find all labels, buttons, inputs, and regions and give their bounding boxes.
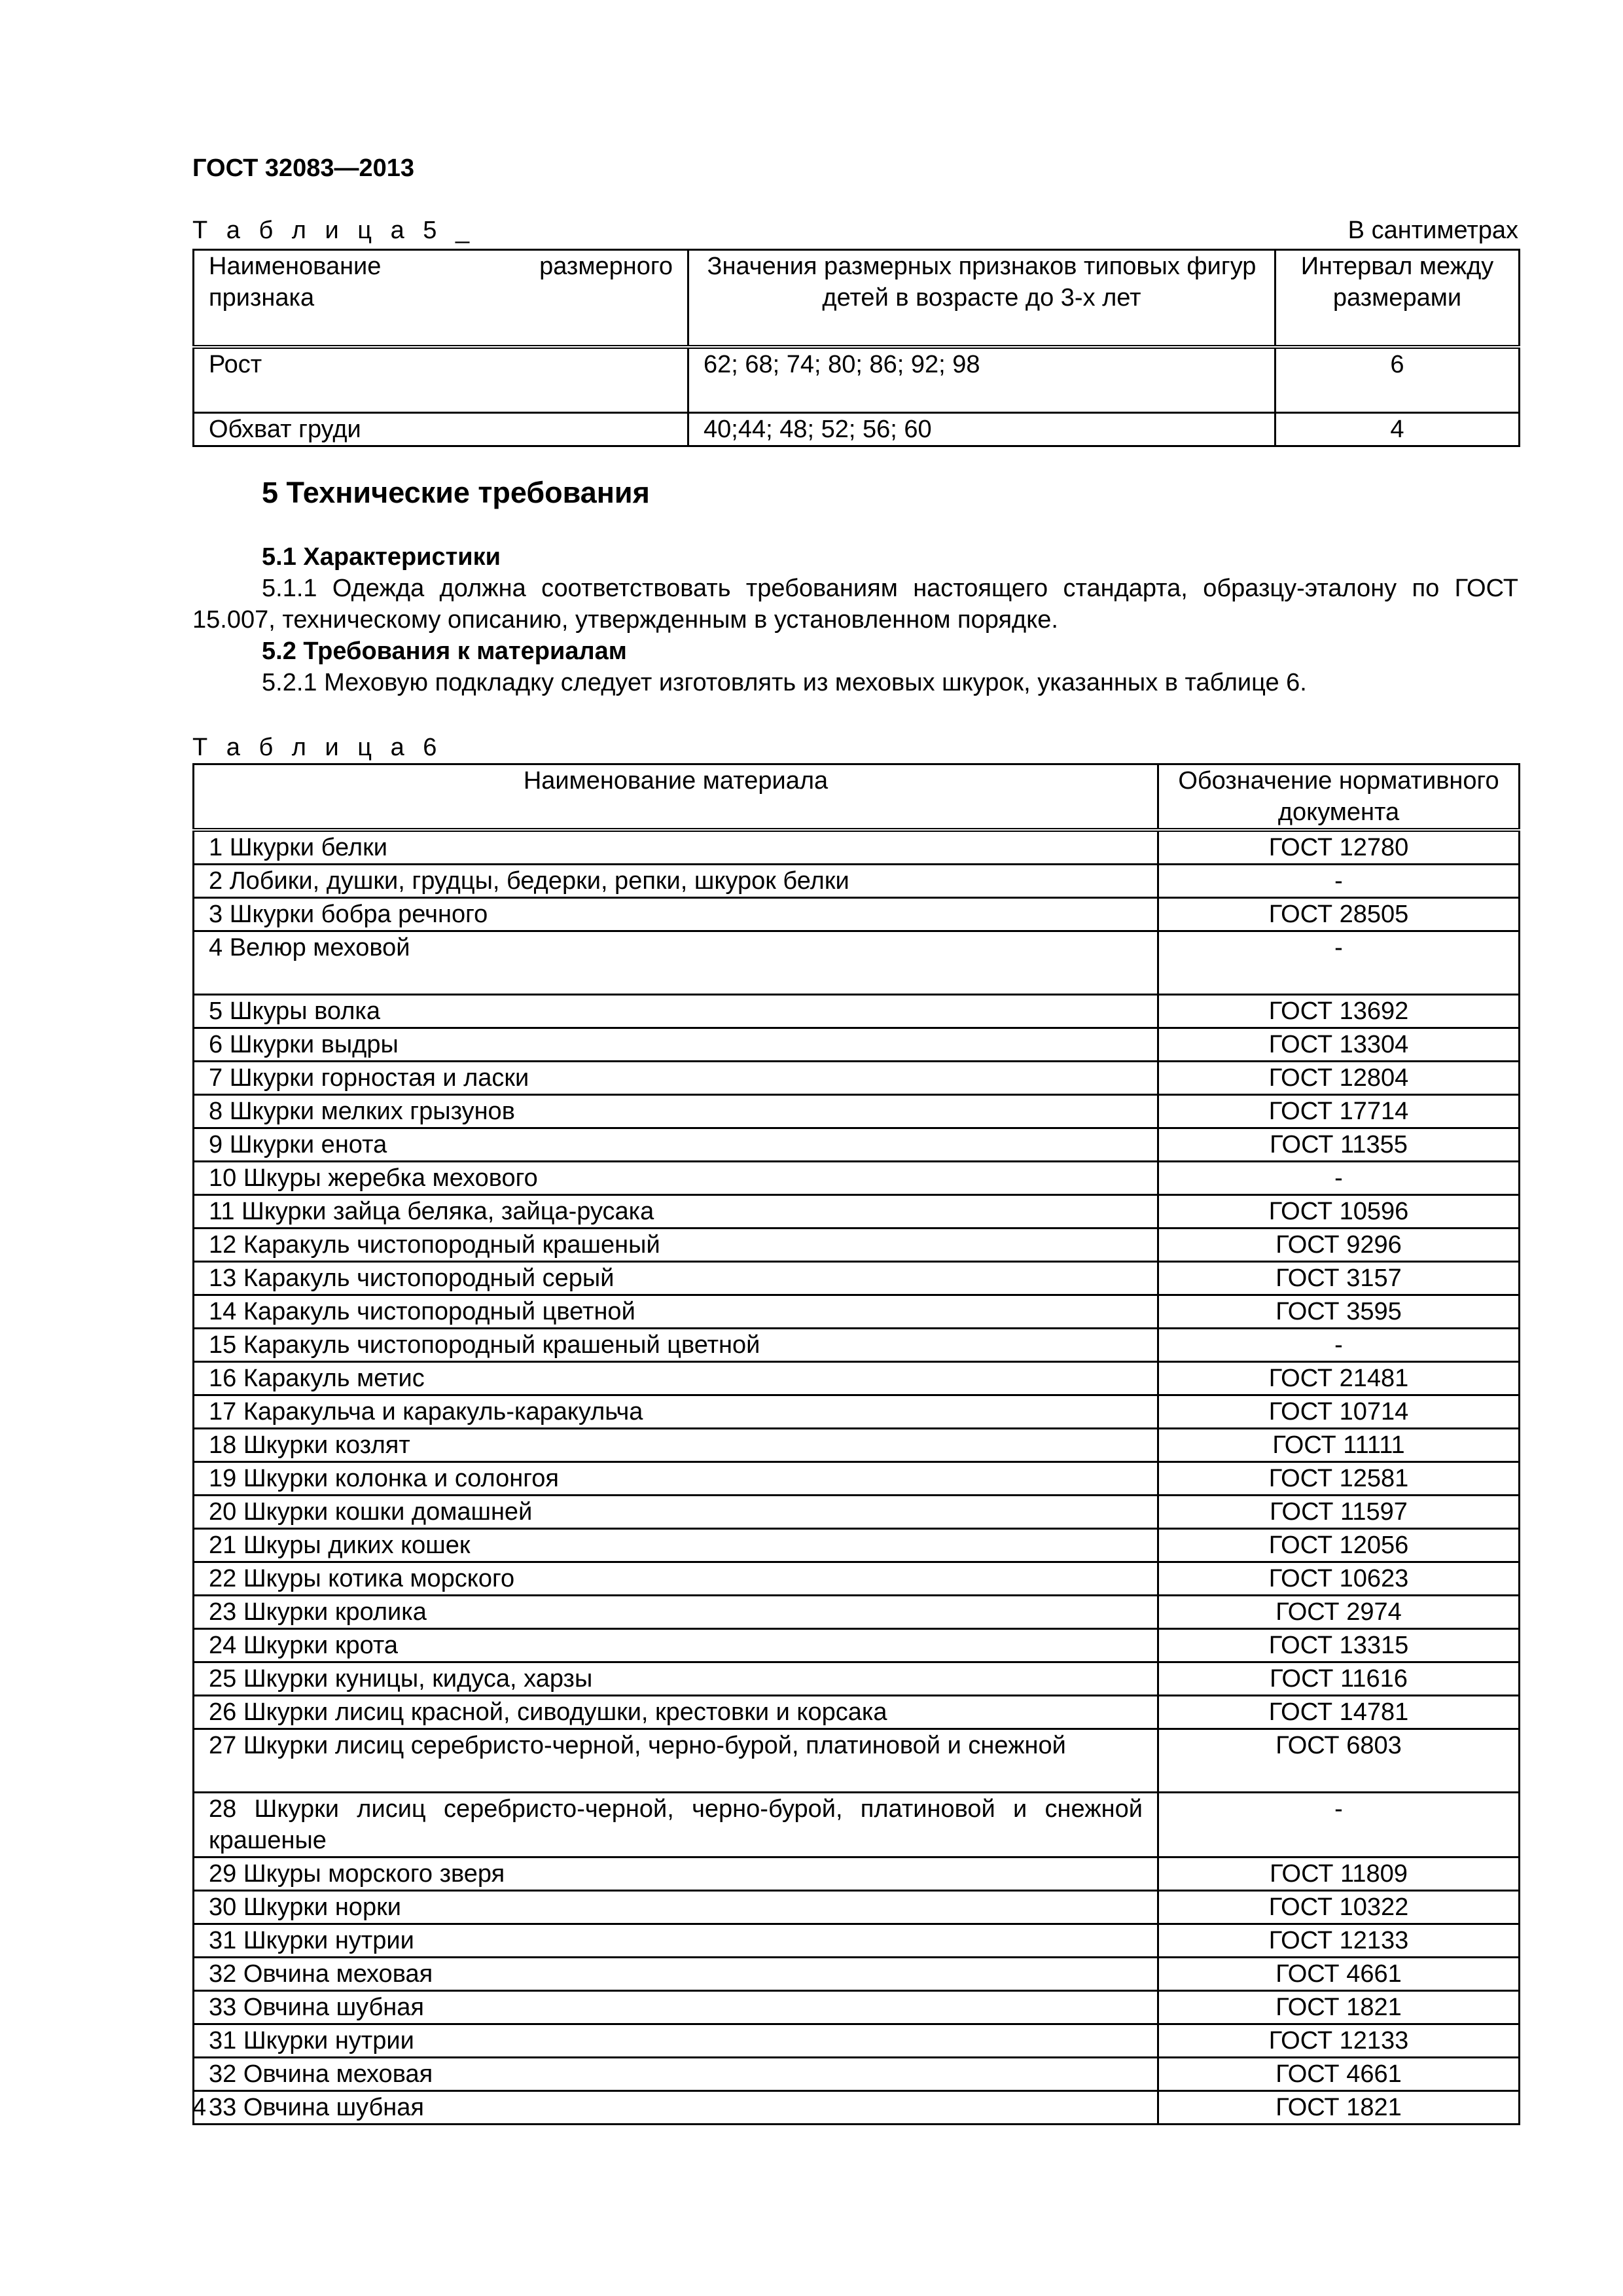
table-row (194, 1095, 1520, 1128)
material-name-cell: 33 Овчина шубная (194, 1991, 1158, 2024)
table-row (194, 1128, 1520, 1162)
material-name-cell: 32 Овчина меховая (194, 1958, 1158, 1991)
document-code-cell: - (1158, 1793, 1520, 1857)
material-name-cell: 9 Шкурки енота (194, 1128, 1158, 1162)
table6-header-material: Наименование материала (194, 764, 1158, 831)
table5-row-interval: 6 (1275, 347, 1520, 413)
material-name-cell: 20 Шкурки кошки домашней (194, 1496, 1158, 1529)
subsection-heading-characteristics: 5.1 Характеристики (262, 543, 501, 571)
document-code-cell: ГОСТ 1821 (1158, 2091, 1520, 2125)
document-code-cell: ГОСТ 9296 (1158, 1229, 1520, 1262)
table-row (194, 1462, 1520, 1496)
table-row (194, 1295, 1520, 1329)
table-row (194, 1596, 1520, 1629)
material-name-cell: 24 Шкурки крота (194, 1629, 1158, 1662)
table6-body (194, 830, 1520, 2125)
document-code-cell: ГОСТ 12581 (1158, 1462, 1520, 1496)
material-name-cell: 1 Шкурки белки (194, 830, 1158, 865)
material-name-cell: 23 Шкурки кролика (194, 1596, 1158, 1629)
document-code-cell: ГОСТ 12780 (1158, 830, 1520, 865)
document-code-cell: ГОСТ 11809 (1158, 1857, 1520, 1891)
table-row (194, 830, 1520, 865)
page-number: 4 (192, 2094, 207, 2121)
material-name-cell: 31 Шкурки нутрии (194, 2024, 1158, 2058)
material-name-cell: 32 Овчина меховая (194, 2058, 1158, 2091)
table-row (194, 898, 1520, 931)
material-name-cell: 15 Каракуль чистопородный крашеный цветной (194, 1329, 1158, 1362)
table-row (194, 1195, 1520, 1229)
table-row (194, 1395, 1520, 1429)
paragraph-5-1-1: 5.1.1 Одежда должна соответствовать требованиям настоящего стандарта, образцу-эталону по ГОСТ 15.007, техническому описанию, утвержденным в установленном порядке. (192, 575, 1518, 634)
document-code-cell: ГОСТ 12056 (1158, 1529, 1520, 1562)
document-code-cell: ГОСТ 13315 (1158, 1629, 1520, 1662)
table5-units: В сантиметрах (1347, 217, 1518, 244)
material-name-cell: 14 Каракуль чистопородный цветной (194, 1295, 1158, 1329)
table5-header-row (194, 250, 1520, 348)
document-code-cell: ГОСТ 11597 (1158, 1496, 1520, 1529)
table5-header-interval: Интервал между размерами (1275, 250, 1520, 348)
material-name-cell: 13 Каракуль чистопородный серый (194, 1262, 1158, 1295)
table-row (194, 347, 1520, 413)
table5-header-name-right: размерного (539, 253, 673, 280)
material-name-cell: 4 Велюр меховой (194, 931, 1158, 995)
document-code-cell: ГОСТ 14781 (1158, 1696, 1520, 1729)
document-code-cell: ГОСТ 11616 (1158, 1662, 1520, 1696)
document-code-cell: - (1158, 865, 1520, 898)
material-name-cell: 26 Шкурки лисиц красной, сиводушки, крестовки и корсака (194, 1696, 1158, 1729)
paragraph-5-2-1: 5.2.1 Меховую подкладку следует изготовлять из меховых шкурок, указанных в таблице 6. (262, 669, 1307, 696)
subsection-heading-materials: 5.2 Требования к материалам (262, 637, 627, 665)
document-code-cell: ГОСТ 2974 (1158, 1596, 1520, 1629)
document-code-cell: ГОСТ 13304 (1158, 1028, 1520, 1062)
material-name-cell: 25 Шкурки куницы, кидуса, харзы (194, 1662, 1158, 1696)
table-row (194, 1629, 1520, 1662)
document-code-cell: - (1158, 1329, 1520, 1362)
document-code-cell: ГОСТ 4661 (1158, 1958, 1520, 1991)
document-code-cell: ГОСТ 10596 (1158, 1195, 1520, 1229)
document-code-cell: ГОСТ 12804 (1158, 1062, 1520, 1095)
document-code-cell: ГОСТ 10322 (1158, 1891, 1520, 1924)
table5-row-values: 62; 68; 74; 80; 86; 92; 98 (688, 347, 1275, 413)
table5-row-name: Рост (194, 347, 688, 413)
table-row (194, 1696, 1520, 1729)
document-code-cell: ГОСТ 6803 (1158, 1729, 1520, 1793)
table-row (194, 2091, 1520, 2125)
table-row (194, 1793, 1520, 1857)
material-name-cell: 18 Шкурки козлят (194, 1429, 1158, 1462)
material-name-cell: 19 Шкурки колонка и солонгоя (194, 1462, 1158, 1496)
table-row (194, 413, 1520, 446)
table-row (194, 1229, 1520, 1262)
table-row (194, 1496, 1520, 1529)
material-name-cell: 16 Каракуль метис (194, 1362, 1158, 1395)
table5-header-values: Значения размерных признаков типовых фигур детей в возрасте до 3-х лет (688, 250, 1275, 348)
table-row (194, 865, 1520, 898)
document-code-cell: ГОСТ 10714 (1158, 1395, 1520, 1429)
material-name-cell: 10 Шкуры жеребка мехового (194, 1162, 1158, 1195)
document-code-cell: ГОСТ 12133 (1158, 2024, 1520, 2058)
table-row (194, 931, 1520, 995)
material-name-cell: 3 Шкурки бобра речного (194, 898, 1158, 931)
material-name-cell: 22 Шкуры котика морского (194, 1562, 1158, 1596)
document-code-cell: ГОСТ 1821 (1158, 1991, 1520, 2024)
table-row (194, 1429, 1520, 1462)
table-row (194, 1262, 1520, 1295)
material-name-cell: 31 Шкурки нутрии (194, 1924, 1158, 1958)
document-code-cell: ГОСТ 17714 (1158, 1095, 1520, 1128)
document-code-cell: ГОСТ 10623 (1158, 1562, 1520, 1596)
table5 (192, 249, 1520, 447)
table-row (194, 1028, 1520, 1062)
table-row (194, 1857, 1520, 1891)
table5-row-name: Обхват груди (194, 413, 688, 446)
material-name-cell: 30 Шкурки норки (194, 1891, 1158, 1924)
table-row (194, 1562, 1520, 1596)
document-code-cell: ГОСТ 4661 (1158, 2058, 1520, 2091)
table-row (194, 1529, 1520, 1562)
document-code-cell: ГОСТ 11111 (1158, 1429, 1520, 1462)
table-row (194, 1958, 1520, 1991)
document-code-cell: ГОСТ 3595 (1158, 1295, 1520, 1329)
table5-header-name (194, 250, 688, 348)
material-name-cell: 11 Шкурки зайца беляка, зайца-русака (194, 1195, 1158, 1229)
table5-row-values: 40;44; 48; 52; 56; 60 (688, 413, 1275, 446)
material-name-cell: 5 Шкуры волка (194, 995, 1158, 1028)
table5-header-name-left: Наименование (209, 253, 382, 280)
material-name-cell: 12 Каракуль чистопородный крашеный (194, 1229, 1158, 1262)
table-row (194, 1362, 1520, 1395)
document-code-cell: ГОСТ 13692 (1158, 995, 1520, 1028)
table-row (194, 1662, 1520, 1696)
material-name-cell: 2 Лобики, душки, грудцы, бедерки, репки, шкурок белки (194, 865, 1158, 898)
material-name-cell: 28 Шкурки лисиц серебристо-черной, черно-бурой, платиновой и снежной крашеные (194, 1793, 1158, 1857)
material-name-cell: 21 Шкуры диких кошек (194, 1529, 1158, 1562)
table6-caption: Т а б л и ц а 6 (192, 734, 443, 761)
material-name-cell: 6 Шкурки выдры (194, 1028, 1158, 1062)
material-name-cell: 7 Шкурки горностая и ласки (194, 1062, 1158, 1095)
material-name-cell: 8 Шкурки мелких грызунов (194, 1095, 1158, 1128)
table-row (194, 1729, 1520, 1793)
table-row (194, 1991, 1520, 2024)
table6-header-row (194, 764, 1520, 831)
table6 (192, 763, 1520, 2125)
table5-row-interval: 4 (1275, 413, 1520, 446)
document-code-cell: ГОСТ 11355 (1158, 1128, 1520, 1162)
material-name-cell: 17 Каракульча и каракуль-каракульча (194, 1395, 1158, 1429)
material-name-cell: 29 Шкуры морского зверя (194, 1857, 1158, 1891)
document-code-cell: ГОСТ 21481 (1158, 1362, 1520, 1395)
table-row (194, 995, 1520, 1028)
document-header: ГОСТ 32083—2013 (192, 154, 415, 182)
section-heading: 5 Технические требования (262, 476, 650, 509)
table-row (194, 1062, 1520, 1095)
table-row (194, 1162, 1520, 1195)
table-row (194, 2058, 1520, 2091)
material-name-cell: 27 Шкурки лисиц серебристо-черной, черно-бурой, платиновой и снежной (194, 1729, 1158, 1793)
table-row (194, 2024, 1520, 2058)
table5-header-name-line2: признака (209, 284, 315, 312)
document-code-cell: ГОСТ 28505 (1158, 898, 1520, 931)
table6-header-doc: Обозначение нормативного документа (1158, 764, 1520, 831)
table5-caption: Т а б л и ц а 5 _ (192, 217, 476, 244)
document-code-cell: - (1158, 1162, 1520, 1195)
document-code-cell: ГОСТ 3157 (1158, 1262, 1520, 1295)
document-code-cell: - (1158, 931, 1520, 995)
table-row (194, 1329, 1520, 1362)
document-code-cell: ГОСТ 12133 (1158, 1924, 1520, 1958)
table-row (194, 1924, 1520, 1958)
material-name-cell: 33 Овчина шубная (194, 2091, 1158, 2125)
table-row (194, 1891, 1520, 1924)
